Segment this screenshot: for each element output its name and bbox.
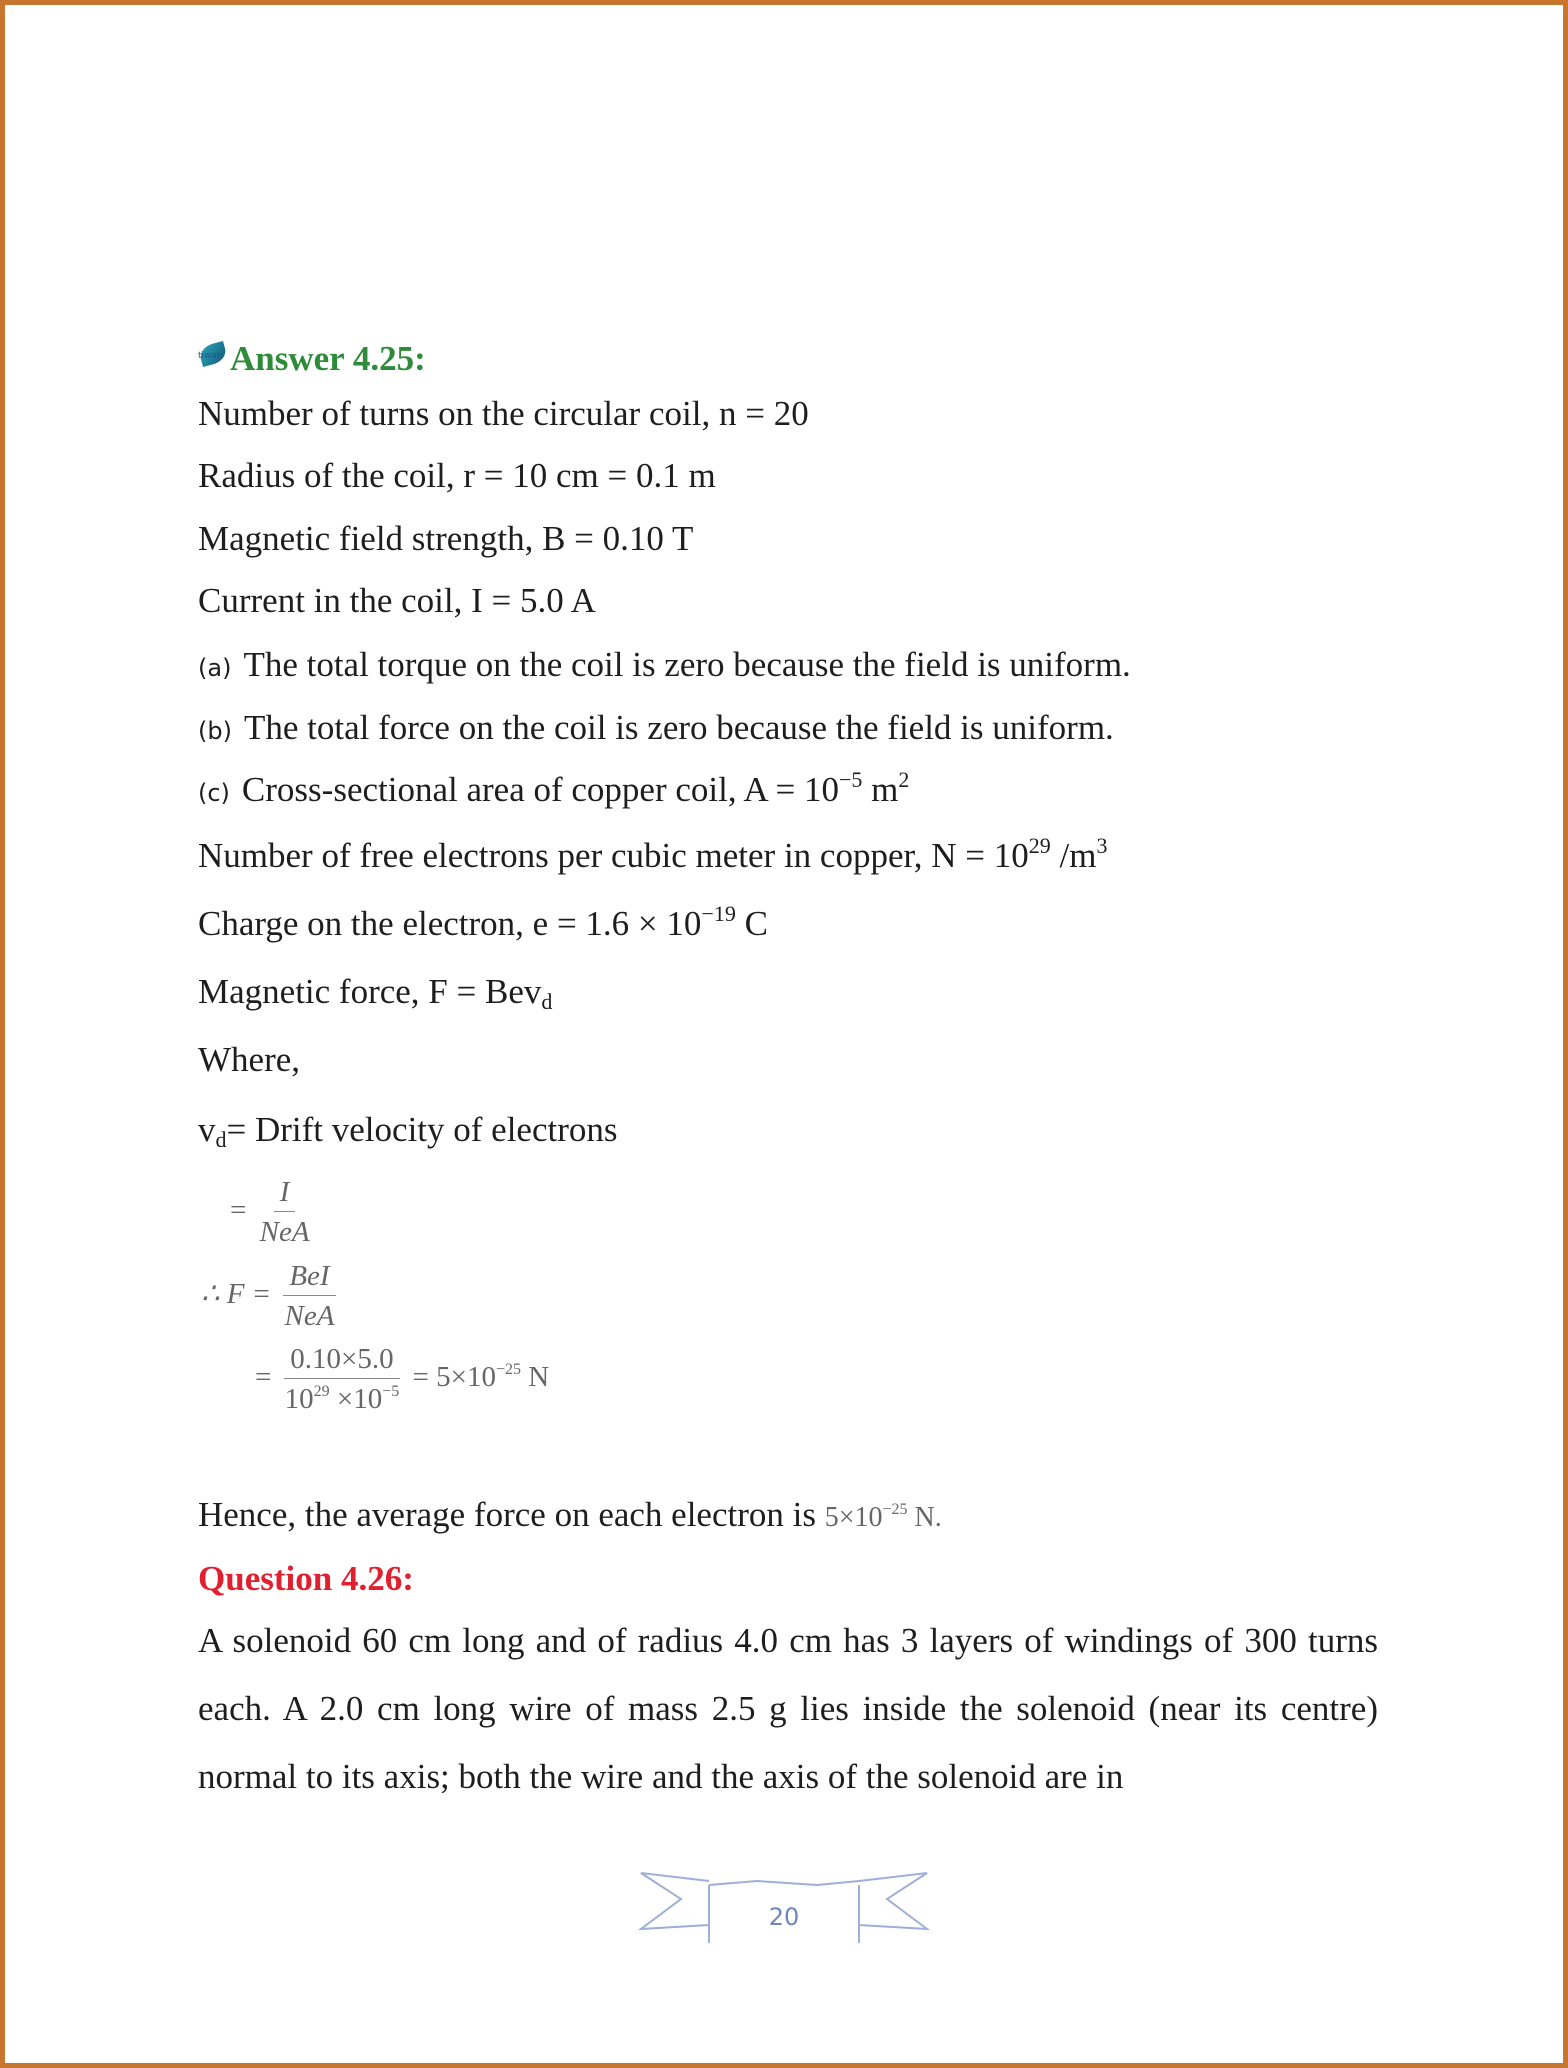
part-c-unit: m	[862, 770, 899, 809]
tiwari-logo-icon	[198, 344, 228, 376]
force-subscript: d	[541, 989, 553, 1014]
part-c-text: Cross-sectional area of copper coil, A = 10	[241, 770, 839, 809]
given-turns: Number of turns on the circular coil, n = 20	[198, 394, 809, 433]
charge-line	[198, 901, 768, 944]
eq3-den-base-a: 10	[284, 1383, 314, 1415]
conclusion-value-base: 5×10	[824, 1502, 883, 1533]
conclusion-unit: N.	[907, 1502, 942, 1533]
eq2-numerator: BeI	[283, 1257, 335, 1296]
page-number-ribbon	[637, 1871, 931, 1951]
part-b-text: The total force on the coil is zero because the field is uniform.	[243, 708, 1114, 747]
eq3-den-exp-a: 29	[313, 1383, 330, 1400]
drift-symbol: v	[198, 1110, 216, 1149]
conclusion-value	[825, 1502, 942, 1533]
question-heading	[198, 1559, 414, 1599]
electron-density-exponent: 29	[1028, 833, 1051, 858]
eq3-result-unit: N	[521, 1361, 550, 1394]
drift-line	[198, 1110, 618, 1150]
charge-text: Charge on the electron, e = 1.6 × 10	[198, 904, 702, 943]
given-current: Current in the coil, I = 5.0 A	[198, 581, 596, 620]
question-heading-text: Question 4.26:	[198, 1559, 414, 1598]
conclusion-text: Hence, the average force on each electron is	[198, 1495, 825, 1534]
part-b-label: (b)	[198, 717, 232, 745]
part-a-label: (a)	[198, 654, 232, 682]
eq3-den-exp-b: −5	[382, 1383, 400, 1400]
part-c-exponent: −5	[839, 767, 863, 792]
answer-heading-text: Answer 4.25:	[230, 339, 426, 378]
eq3-result: = 5×10	[412, 1361, 496, 1394]
part-a-text: The total torque on the coil is zero because the field is uniform.	[243, 645, 1131, 684]
eq2-prefix: ∴ F =	[201, 1278, 272, 1311]
eq3-fraction	[279, 1340, 406, 1419]
part-a	[198, 645, 1131, 688]
eq3-result-exponent: −25	[495, 1361, 521, 1379]
part-c-unit-exponent: 2	[898, 767, 910, 792]
eq1-fraction	[254, 1173, 316, 1252]
electron-density-line	[198, 833, 1108, 876]
eq3-prefix: =	[255, 1361, 272, 1394]
eq1-prefix: =	[230, 1194, 247, 1227]
charge-unit: C	[735, 904, 768, 943]
eq1-numerator: I	[274, 1173, 296, 1212]
conclusion-line	[198, 1495, 942, 1538]
eq2-denominator: NeA	[284, 1300, 335, 1332]
part-c	[198, 767, 910, 813]
page-number: 20	[768, 1903, 800, 1931]
logo-text: tiwari	[198, 351, 224, 361]
electron-density-unit: /m	[1050, 836, 1097, 875]
conclusion-exponent: −25	[882, 1501, 908, 1518]
electron-density-text: Number of free electrons per cubic meter in copper, N = 10	[198, 836, 1029, 875]
force-text: Magnetic force, F = Bev	[198, 972, 542, 1011]
given-field: Magnetic field strength, B = 0.10 T	[198, 519, 694, 558]
eq1-denominator: NeA	[259, 1216, 310, 1248]
drift-subscript: d	[215, 1127, 227, 1152]
electron-density-unit-exponent: 3	[1096, 833, 1108, 858]
eq3-den-base-b: ×10	[329, 1383, 383, 1415]
eq2-fraction	[278, 1257, 340, 1336]
eq3-denominator	[279, 1379, 406, 1419]
force-line	[198, 972, 552, 1012]
given-radius: Radius of the coil, r = 10 cm = 0.1 m	[198, 456, 716, 495]
part-c-label: (c)	[198, 779, 230, 807]
eq3-numerator: 0.10×5.0	[284, 1340, 399, 1379]
where-line: Where,	[198, 1040, 301, 1079]
answer-heading	[198, 339, 426, 379]
formula-eq2	[201, 1257, 340, 1336]
formula-eq1	[230, 1173, 316, 1252]
part-b	[198, 708, 1114, 751]
charge-exponent: −19	[701, 901, 736, 926]
formula-eq3	[255, 1340, 549, 1419]
drift-text: = Drift velocity of electrons	[226, 1110, 618, 1149]
question-text: A solenoid 60 cm long and of radius 4.0 cm has 3 layers of windings of 300 turns each. A 2.0 cm long wire of mass 2.5 g lies inside the solenoid (near its centre) normal to its axis; both the wire and the axis of the solenoid are in	[198, 1621, 1378, 1796]
